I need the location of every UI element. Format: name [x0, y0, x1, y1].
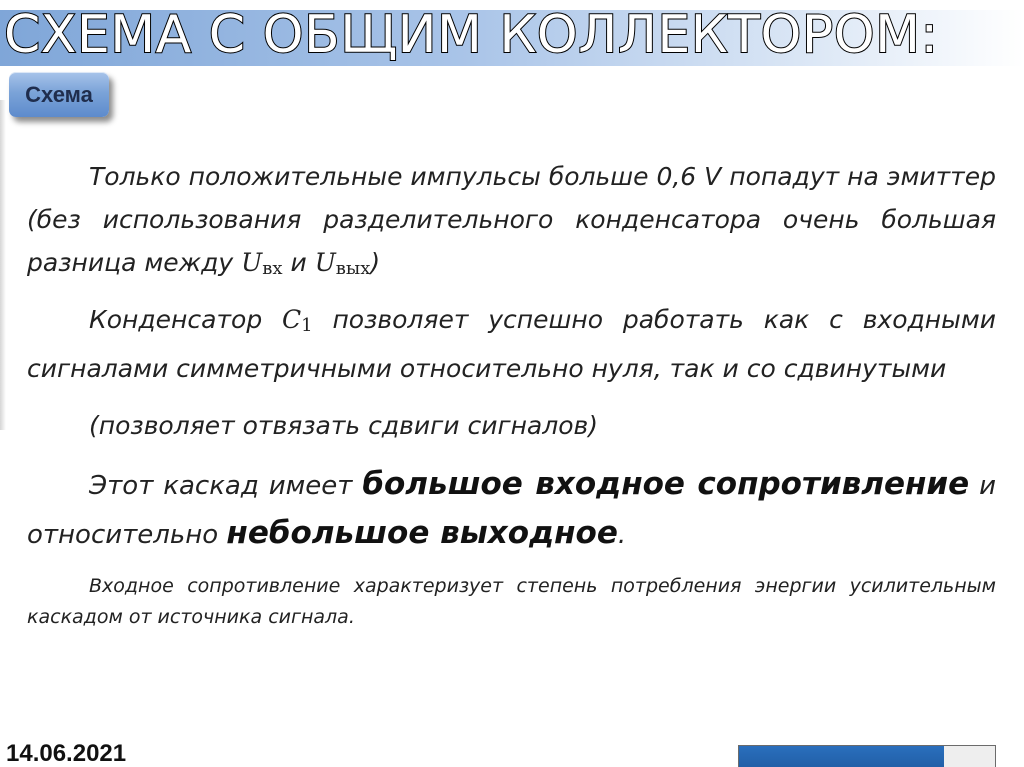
u-in-symbol: U — [241, 248, 263, 277]
impedance-middle: и относительно — [27, 471, 996, 550]
capacitor-lead: Конденсатор — [89, 305, 283, 334]
paragraph-pulses — [27, 155, 996, 290]
u-in-subscript: вх — [262, 258, 283, 279]
slide-progress-fill — [739, 746, 944, 767]
and-word: и — [282, 248, 315, 277]
scheme-button[interactable] — [9, 72, 109, 117]
capacitor-rest: позволяет успешно работать как с входными сигналами симметричными относительно нуля, так и со сдвинутыми — [27, 305, 996, 383]
paragraph-input-resistance-definition: Входное сопротивление характеризует степень потребления энергии усилительным каскадом от источника сигнала. — [27, 575, 996, 628]
impedance-lead: Этот каскад имеет — [89, 471, 363, 501]
u-out-symbol: U — [314, 248, 336, 277]
high-input-impedance: большое входное сопротивление — [362, 466, 970, 502]
scheme-button-label: Схема — [25, 81, 93, 107]
paragraph-pulses-text: Только положительные импульсы больше 0,6 V попадут на эмиттер (без использования разделительного конденсатора очень большая разница между — [27, 162, 996, 277]
left-shade — [0, 100, 6, 430]
u-out-subscript: вых — [335, 258, 371, 279]
closing-paren: ) — [370, 248, 381, 277]
paragraph-capacitor — [27, 298, 996, 390]
footer-date: 14.06.2021 — [6, 740, 127, 767]
body-text — [27, 155, 996, 641]
impedance-period: . — [617, 520, 627, 550]
low-output-impedance: небольшое выходное — [226, 515, 618, 551]
paragraph-offset-note: (позволяет отвязать сдвиги сигналов) — [89, 411, 599, 440]
slide-progress-bar — [738, 745, 996, 767]
paragraph-impedance — [27, 461, 996, 559]
c1-subscript: 1 — [301, 315, 313, 336]
slide-title: СХЕМА С ОБЩИМ КОЛЛЕКТОРОМ: — [4, 5, 939, 65]
c1-symbol: C — [282, 305, 302, 334]
